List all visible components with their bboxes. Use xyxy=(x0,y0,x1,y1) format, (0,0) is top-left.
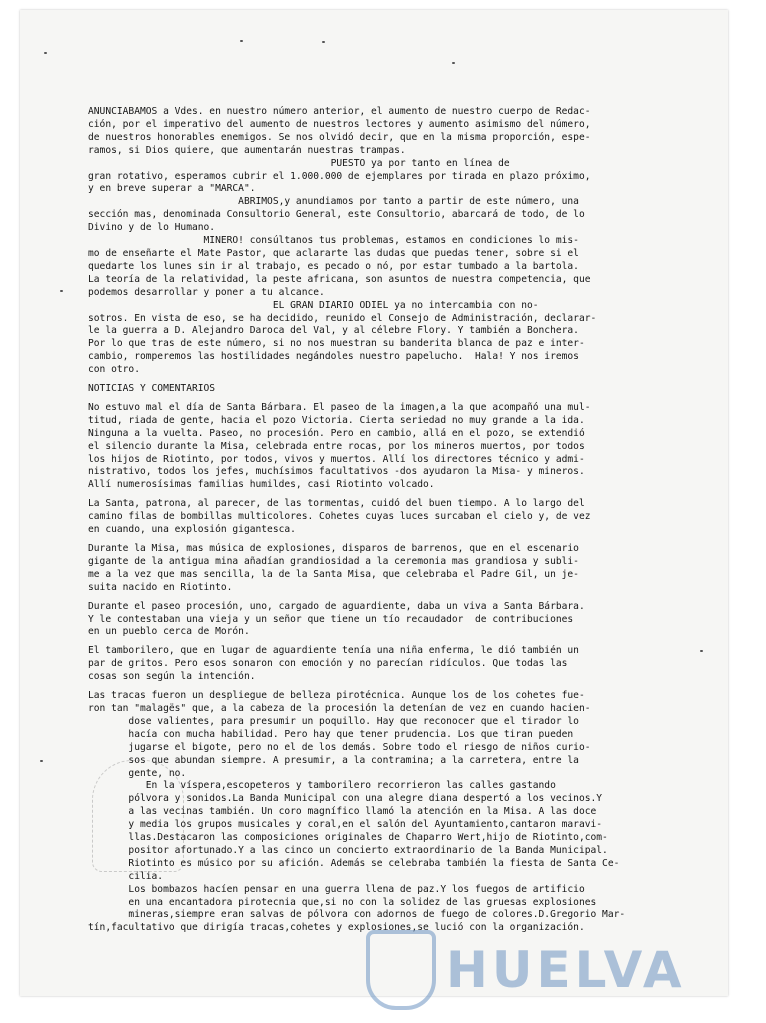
text-line: hacía con mucha habilidad. Pero hay que tener prudencia. Los que tiran pueden xyxy=(88,728,574,740)
text-line: La Santa, patrona, al parecer, de las tormentas, cuidó del buen tiempo. A lo largo del xyxy=(88,498,585,510)
text-line: EL GRAN DIARIO ODIEL ya no intercambia con no- xyxy=(88,299,539,311)
ink-speck xyxy=(44,52,47,54)
text-line: positor afortunado.Y a las cinco un concierto extraordinario de la Banda Municipal. xyxy=(88,844,608,856)
shield-icon xyxy=(366,930,436,1010)
text-line: los hijos de Riotinto, por todos, vivos y muertos. Allí los directores técnico y admi- xyxy=(88,453,585,465)
text-line: gran rotativo, esperamos cubrir el 1.000.000 de ejemplares por tirada en plazo próximo, xyxy=(88,170,591,182)
text-line: Divino y de lo Humano. xyxy=(88,222,216,234)
text-line: nistrativo, todos los jefes, muchísimos facultativos -dos ayudaron la Misa- y mineros. xyxy=(88,466,585,478)
text-line: titud, riada de gente, hacia el pozo Victoria. Cierta seriedad no muy grande a la ida. xyxy=(88,414,585,426)
text-line: MINERO! consúltanos tus problemas, estamos en condiciones lo mis- xyxy=(88,235,579,247)
text-line: el silencio durante la Misa, celebrada entre rocas, por los mineros muertos, por todos xyxy=(88,440,585,452)
text-line: con otro. xyxy=(88,364,140,376)
ink-speck xyxy=(60,290,63,292)
text-line: Durante el paseo procesión, uno, cargado de aguardiente, daba un viva a Santa Bárbara. xyxy=(88,600,585,612)
text-line: podemos desarrollar y poner a tu alcance. xyxy=(88,286,325,298)
text-line: Riotinto es músico por su afición. Además se celebraba también la fiesta de Santa Ce- xyxy=(88,857,620,869)
text-line: Por lo que tras de este número, si no nos muestran su banderita blanca de paz e inter- xyxy=(88,338,585,350)
text-line: Las tracas fueron un despliegue de belleza pirotécnica. Aunque los de los cohetes fue- xyxy=(88,690,585,702)
text-line: En la víspera,escopeteros y tamborilero recorrieron las calles gastando xyxy=(88,780,556,792)
text-line: cambio, romperemos las hostilidades negándoles nuestro papelucho. Hala! Y nos iremos xyxy=(88,351,579,363)
text-line: de nuestros honorables enemigos. Se nos olvidó decir, que en la misma proporción, espe- xyxy=(88,131,591,143)
text-line: suita nacido en Riotinto. xyxy=(88,581,233,593)
text-line: dose valientes, para presumir un poquillo. Hay que reconocer que el tirador lo xyxy=(88,715,579,727)
text-line: a las vecinas también. Un coro magnífico llamó la atención en la Misa. A las doce xyxy=(88,806,597,818)
text-line: mineras,siempre eran salvas de pólvora con adornos de fuego de colores.D.Gregorio Mar- xyxy=(88,909,626,921)
text-line: jugarse el bigote, pero no el de los demás. Sobre todo el riesgo de niños curio- xyxy=(88,741,591,753)
text-line: sección mas, denominada Consultorio General, este Consultorio, abarcará de todo, de lo xyxy=(88,209,585,221)
text-line: en un pueblo cerca de Morón. xyxy=(88,626,250,638)
text-line: ron tan "malagës" que, a la cabeza de la procesión la detenían de vez en cuando hacien- xyxy=(88,702,591,714)
text-line: No estuvo mal el día de Santa Bárbara. El paseo de la imagen,a la que acompañó una mul- xyxy=(88,401,591,413)
text-line: ABRIMOS,y anundiamos por tanto a partir de este número, una xyxy=(88,196,579,208)
text-line: ANUNCIABAMOS a Vdes. en nuestro número anterior, el aumento de nuestro cuerpo de Redac- xyxy=(88,106,591,117)
text-line: ción, por el imperativo del aumento de nuestros lectores y aumento asimismo del número, xyxy=(88,118,591,130)
text-line: camino filas de bombillas multicolores. Cohetes cuyas luces surcaban el cielo y, de vez xyxy=(88,511,591,523)
text-line: Ninguna a la vuelta. Paseo, no procesión. Pero en cambio, allá en el pozo, se extendió xyxy=(88,427,585,439)
text-line: Y le contestaban una vieja y un señor que tiene un tío recaudador de contribuciones xyxy=(88,613,574,625)
text-line: Durante la Misa, mas música de explosiones, disparos de barrenos, que en el escenario xyxy=(88,543,579,554)
text-line: mo de enseñarte el Mate Pastor, que aclararte las dudas que puedas tener, sobre si el xyxy=(88,247,579,259)
text-line: llas.Destacaron las composiciones originales de Chaparro Wert,hijo de Riotinto,com- xyxy=(88,832,608,844)
text-line: me a la vez que mas sencilla, la de la Santa Misa, que celebraba el Padre Gil, un je- xyxy=(88,568,579,580)
text-line: par de gritos. Pero esos sonaron con emoción y no parecían ridículos. Que todas las xyxy=(88,658,568,670)
text-line: en cuando, una explosión gigantesca. xyxy=(88,524,296,536)
text-line: en una encantadora pirotecnia que,si no con la solidez de las gruesas explosiones xyxy=(88,896,597,908)
text-line: gente, no. xyxy=(88,767,187,779)
text-line: Allí numerosísimas familias humildes, casi Riotinto volcado. xyxy=(88,479,435,491)
text-line: Los bombazos hacíen pensar en una guerra llena de paz.Y los fuegos de artificio xyxy=(88,883,585,895)
text-line: El tamborilero, que en lugar de aguardiente tenía una niña enferma, le dió también un xyxy=(88,645,579,657)
text-line: ramos, si Dios quiere, que aumentarán nuestras trampas. xyxy=(88,144,406,156)
ink-speck xyxy=(452,62,455,64)
text-line: sotros. En vista de eso, se ha decidido, reunido el Consejo de Administración, declarar- xyxy=(88,312,597,324)
ink-speck xyxy=(322,41,325,43)
text-line: y media los grupos musicales y coral,en el salón del Ayuntamiento,cantaron maravi- xyxy=(88,819,603,831)
text-line: cosas son según la intención. xyxy=(88,671,256,683)
watermark-text: HUELVA xyxy=(446,941,686,999)
text-line: tín,facultativo que dirigía tracas,cohetes y explosiones,se lució con la organización. xyxy=(88,922,585,934)
faded-illustration xyxy=(92,760,184,872)
text-line: PUESTO ya por tanto en línea de xyxy=(88,157,510,169)
ink-speck xyxy=(40,760,43,762)
ink-speck xyxy=(700,650,703,652)
text-line: quedarte los lunes sin ir al trabajo, es pecado o nó, por estar tumbado a la bartola. xyxy=(88,260,579,272)
text-line: y en breve superar a "MARCA". xyxy=(88,183,256,195)
ink-speck xyxy=(240,40,243,42)
archive-watermark xyxy=(366,930,686,1010)
text-line: sos que abundan siempre. A presumir, a la contramina; a la carretera, entre la xyxy=(88,754,579,766)
text-line: le la guerra a D. Alejandro Daroca del Val, y al célebre Flory. Y también a Bonchera. xyxy=(88,325,579,337)
text-line: gigante de la antigua mina añadían grandiosidad a la ceremonia mas grandiosa y subli- xyxy=(88,555,579,567)
text-line: cilia. xyxy=(88,870,164,882)
text-line: NOTICIAS Y COMENTARIOS xyxy=(88,383,216,395)
text-line: pólvora y sonidos.La Banda Municipal con una alegre diana despertó a los vecinos.Y xyxy=(88,793,603,805)
text-line: La teoría de la relatividad, la peste africana, son asuntos de nuestra competencia, que xyxy=(88,273,591,285)
